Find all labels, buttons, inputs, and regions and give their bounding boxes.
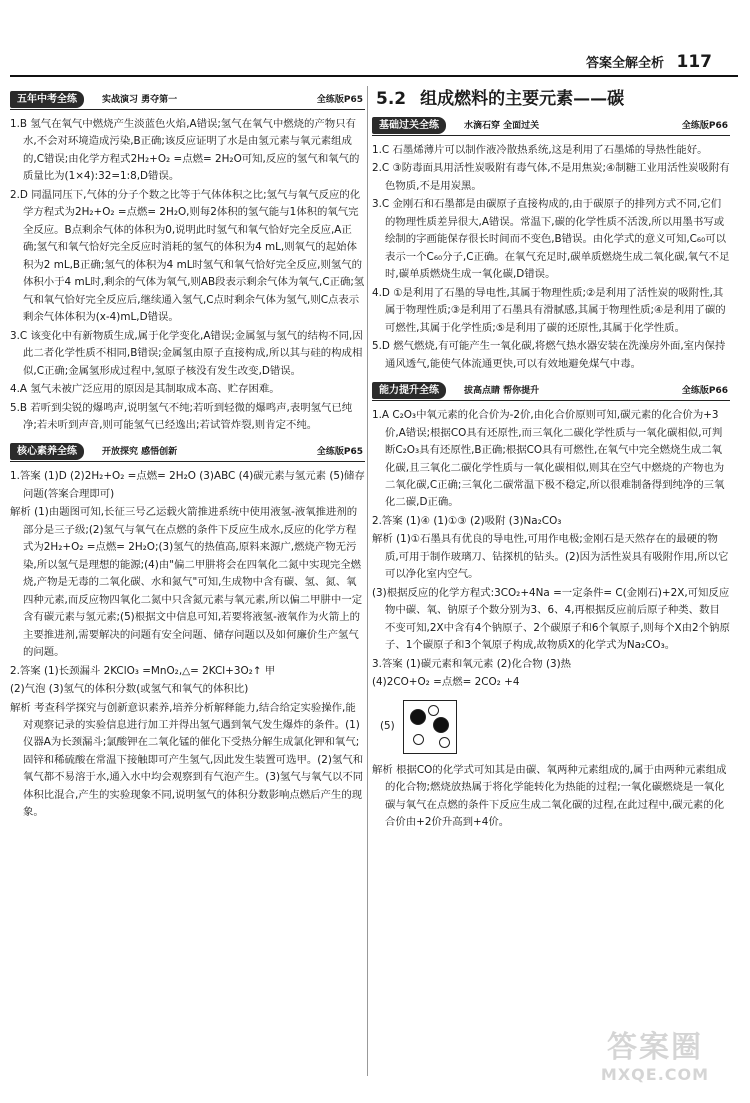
header-right [586, 52, 712, 72]
answer-item: (2)气泡 (3)氢气的体积分数(或氢气和氧气的体积比) [10, 683, 249, 696]
answer-item: 3.C 金刚石和石墨都是由碳原子直接构成的,由于碳原子的排列方式不同,它们的物理性质差异很大,A错误。常温下,碳的化学性质不活泼,所以用墨书写或绘制的字画能保存很长时间而不变色,B错误。由化学式的意义可知,C₆₀可以表示一个C₆₀分子,C正确。在氧气充足时,碳单质燃烧生成二氧化碳,氧气不足时,碳单质燃烧生成一氧化碳,D错误。 [372, 198, 730, 281]
band-label: 五年中考全练 [10, 91, 84, 108]
band-slogan: 开放探究 感悟创新 [102, 447, 178, 458]
band-slogan: 实战演习 勇夺第一 [102, 95, 178, 105]
watermark-line1: 答案圈 [607, 1030, 703, 1065]
section-title [376, 86, 730, 112]
page-header [0, 0, 750, 80]
section-number: 5.2 [376, 89, 407, 109]
answer-item: 2.D 同温同压下,气体的分子个数之比等于气体体积之比;氢气与氧气反应的化学方程式为2H₂+O₂ =点燃= 2H₂O,则每2体积的氢气能与1体积的氧气完全反应。B点剩余气体的体积为0,说明此时氢气和氧气恰好完全反应,A正确;氢气和氧气恰好完全反应时消耗的氢气的体积为4 mL,则氧气的起始体积为2 mL,B正确;氢气的体积为4 mL时氢气和氧气恰好完全反应,则氢气的体积小于4 mL时,剩余的气体为氧气,则AB段表示剩余气体为氧气,C正确;氢气和氧气恰好完全反应后,继续通入氢气,C点时剩余气体为氢气,则C点表示剩余气体体积为(x-4)mL,D错误。 [10, 188, 365, 324]
site-watermark [580, 1031, 730, 1093]
molecule-figure [380, 698, 730, 756]
right-answer-list-3 [372, 762, 730, 832]
answer-item: 2.C ③防毒面具用活性炭吸附有毒气体,不是用焦炭;④制糖工业用活性炭吸附有色物质,不是用炭黑。 [372, 162, 730, 192]
header-rule [10, 75, 738, 77]
answer-item: (4)2CO+O₂ =点燃= 2CO₂ +4 [372, 676, 520, 689]
answer-item: 3.C 该变化中有新物质生成,属于化学变化,A错误;金属氢与氢气的结构不同,因此二者化学性质不相同,B错误;金属氢由原子直接构成,所以其与硅的构成相似,C正确;金属氢形成过程中,氢原子核没有发生改变,D错误。 [10, 329, 363, 377]
band-ref: 全练版P65 [316, 447, 363, 458]
answer-item: 1.答案 (1)D (2)2H₂+O₂ =点燃= 2H₂O (3)ABC (4)碳元素与氢元素 (5)储存问题(答案合理即可) [10, 470, 365, 500]
oxygen-atom-icon [413, 734, 424, 745]
watermark-line2: MXQE.COM [600, 1065, 710, 1084]
answer-item: 2.答案 (1)④ (1)①③ (2)吸附 (3)Na₂CO₃ [372, 514, 562, 527]
answer-item: 解析 (1)①石墨具有优良的导电性,可用作电极;金刚石是天然存在的最硬的物质,可用于制作玻璃刀、钻探机的钻头。(2)因为活性炭具有吸附作用,所以它可以净化室内空气。 [372, 533, 729, 581]
answer-item: 3.答案 (1)碳元素和氧元素 (2)化合物 (3)热 [372, 657, 572, 670]
section-band-literacy [10, 442, 365, 462]
left-column [10, 86, 365, 823]
answer-item: 解析 根据CO的化学式可知其是由碳、氧两种元素组成的,属于由两种元素组成的化合物;燃烧放热属于将化学能转化为热能的过程;一氧化碳燃烧是一氧化碳与氧气在点燃的条件下反应生成二氧化碳的过程,在此过程中,碳元素的化合价由+2价升高到+4价。 [372, 763, 727, 828]
answer-item: 2.答案 (1)长颈漏斗 2KClO₃ =MnO₂,△= 2KCl+3O₂↑ 甲 [10, 664, 276, 677]
answer-item: 解析 考查科学探究与创新意识素养,培养分析解释能力,结合给定实验操作,能对观察记录的实验信息进行加工并得出氢气遇到氧气发生爆炸的条件。(1)仪器A为长颈漏斗;氯酸钾在二氧化锰的催化下受热分解生成氯化钾和氧气;固锌和稀硫酸在常温下接触即可产生氢气,因此发生装置可选甲。(2)氢气和氧气都不易溶于水,通入水中均会观察到有气泡产生。(3)氢气与氧气以不同体积比混合,产生的实验现象不同,说明氢气的体积分数影响点燃后产生的现象。 [10, 701, 364, 819]
molecule-box [403, 700, 457, 754]
answer-item: 1.C 石墨烯薄片可以制作液冷散热系统,这是利用了石墨烯的导热性能好。 [372, 144, 708, 156]
answer-item: (3)根据反应的化学方程式:3CO₂+4Na =一定条件= C(金刚石)+2X,可知反应物中碳、氧、钠原子个数分别为3、6、4,再根据反应前后原子种类、数目不变可知,2X中含有4个钠原子、2个碳原子和6个氧原子,则每个X由2个钠原子、1个碳原子和3个氧原子构成,故物质X的化学式为Na₂CO₃。 [372, 586, 730, 652]
section-band-ability [372, 381, 730, 401]
band-slogan: 水滴石穿 全面过关 [464, 121, 540, 131]
left-answer-list-2 [10, 468, 365, 821]
answer-item: 5.B 若听到尖锐的爆鸣声,说明氢气不纯;若听到轻微的爆鸣声,表明氢气已纯净;若未听到声音,则可能氢气已经逸出;若试管炸裂,则肯定不纯。 [10, 401, 353, 431]
band-ref: 全练版P66 [681, 386, 728, 397]
oxygen-atom-icon [439, 737, 450, 748]
right-answer-list-1 [372, 142, 730, 373]
band-label: 能力提升全练 [372, 382, 446, 399]
section-name: 组成燃料的主要元素——碳 [420, 89, 625, 109]
answer-item: 1.A C₂O₃中氧元素的化合价为-2价,由化合价原则可知,碳元素的化合价为+3价,A错误;根据CO具有还原性,而三氧化二碳化学性质与一氧化碳相似,可判断C₂O₃具有还原性,B正确;根据CO具有可燃性,在氧气中完全燃烧生成二氧化碳,且三氧化二碳化学性质与一氧化碳相似,则其在空气中燃烧的产物也为二氧化碳,C正确;三氧化二碳常温下极不稳定,所以很难制备得到纯净的三氧化二碳,D正确。 [372, 409, 725, 509]
figure-label: (5) [380, 719, 395, 732]
section-band-basic [372, 116, 730, 136]
answer-item: 4.A 氢气未被广泛应用的原因是其制取成本高、贮存困难。 [10, 383, 280, 396]
band-slogan: 拔高点睛 帮你提升 [464, 386, 540, 397]
carbon-atom-icon [433, 717, 449, 733]
band-label: 基础过关全练 [372, 117, 446, 134]
header-title: 答案全解全析 [585, 56, 664, 71]
band-ref: 全练版P65 [316, 95, 363, 105]
band-ref: 全练版P66 [681, 121, 728, 131]
right-column [372, 86, 730, 832]
right-answer-list-2 [372, 407, 730, 692]
column-divider [367, 86, 368, 1076]
answer-item: 5.D 燃气燃烧,有可能产生一氧化碳,将燃气热水器安装在洗澡房外面,室内保持通风透气,能使气体流通更快,可以有效地避免煤气中毒。 [372, 340, 726, 370]
band-label: 核心素养全练 [10, 443, 84, 460]
answer-item: 解析 (1)由题图可知,长征三号乙运载火箭推进系统中使用液氢-液氧推进剂的部分是三子级;(2)氢气与氧气在点燃的条件下反应生成水,反应的化学方程式为2H₂+O₂ =点燃= 2H₂O;(3)氢气的热值高,原料来源广,燃烧产物无污染,所以氢气是理想的能源;(4)由"偏二甲肼将会在四氧化二氮中实现完全燃烧,产物是无毒的二氧化碳、水和氮气"可知,生成物中含有碳、氢、氮、氧四种元素,而反应物四氧化二氮中只含氮元素与氧元素,所以偏二甲肼中一定含有碳元素与氢元素;(5)根据文中信息可知,若要将液氢-液氧作为火箭上的主要推进剂,需要解决的问题有安全问题、储存问题以及如何廉价生产氢气的问题。 [10, 506, 363, 659]
page-number: 117 [676, 52, 712, 72]
oxygen-atom-icon [428, 705, 439, 716]
section-band-exam [10, 90, 365, 110]
left-answer-list-1 [10, 116, 365, 434]
answer-item: 1.B 氢气在氧气中燃烧产生淡蓝色火焰,A错误;氢气在氧气中燃烧的产物只有水,不会对环境造成污染,B正确;该反应证明了水是由氢元素与氧元素组成的,C错误;由化学方程式2H₂+O₂ =点燃= 2H₂O可知,反应的氢气和氧气的质量比为(1×4):32=1:8,D错误。 [10, 118, 360, 183]
carbon-atom-icon [410, 709, 426, 725]
answer-item: 4.D ①是利用了石墨的导电性,其属于物理性质;②是利用了活性炭的吸附性,其属于物理性质;③是利用了石墨具有滑腻感,其属于物理性质;④是利用了碳的可燃性,其属于化学性质;⑤是利用了碳的还原性,其属于化学性质。 [372, 286, 726, 334]
